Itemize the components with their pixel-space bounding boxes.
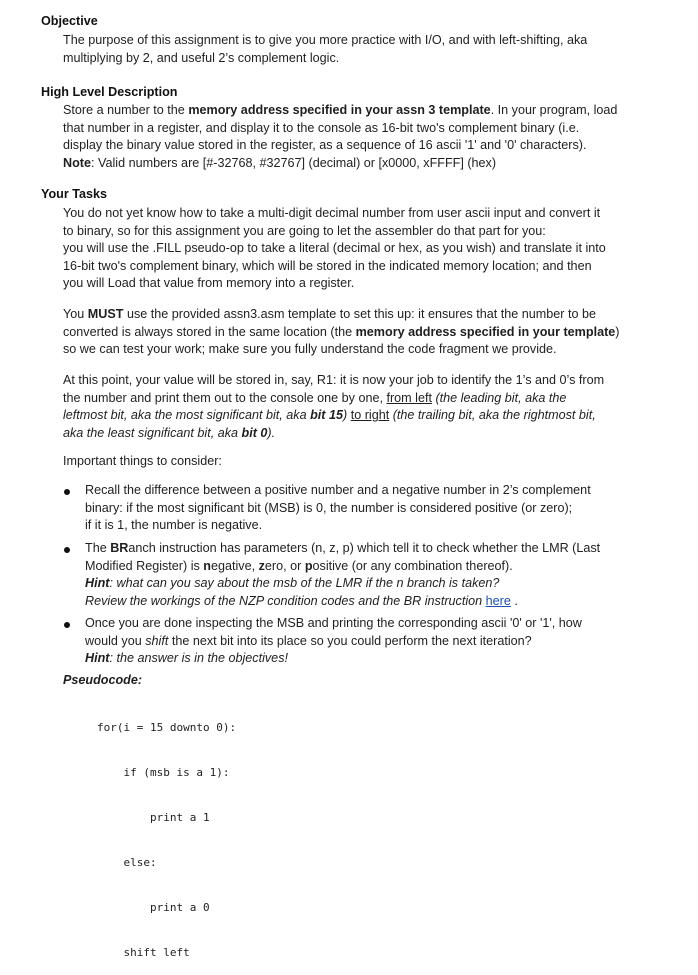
tasks-line: aka the least significant bit, aka bit 0). [63,425,276,440]
tasks-heading: Your Tasks [41,187,108,201]
tasks-line: the number and print them out to the console one by one, from left (the leading bit, aka the [63,390,567,405]
bullet-item-msb [85,482,665,535]
code-line: shift left [97,946,190,959]
tasks-line: 16-bit two's complement binary, which will be stored in the indicated memory location; and then [63,258,592,273]
template-address-emphasis: memory address specified in your template [355,324,616,339]
tasks-paragraph-3 [63,372,663,442]
code-line: else: [97,856,157,869]
tasks-line: to binary, so for this assignment you are going to let the assembler do that part for you: [63,223,546,238]
tasks-line: converted is always stored in the same location (the memory address specified in your template) [63,324,620,339]
bullet-line: would you shift the next bit into its place so you could perform the next iteration? [85,633,532,648]
bullet-line: if it is 1, the number is negative. [85,518,263,532]
bullet-line: The BRanch instruction has parameters (n, z, p) which tell it to check whether the LMR (Last [85,541,601,555]
tasks-paragraph-1 [63,205,663,293]
bullet-line: Review the workings of the NZP condition codes and the BR instruction here . [85,593,518,608]
tasks-line: so we can test your work; make sure you fully understand the code fragment we provide. [63,342,557,356]
tasks-line: you will Load that value from memory into a register. [63,276,355,290]
hint-label: Hint [85,576,110,590]
must-emphasis: MUST [87,307,124,321]
bullet-item-shift [85,615,665,668]
code-line: if (msb is a 1): [97,766,230,779]
tasks-line: you will use the .FILL pseudo-op to take a literal (decimal or hex, as you wish) and translate it into [63,241,606,255]
to-right-emphasis: to right [350,408,390,422]
hld-line: Store a number to the memory address specified in your assn 3 template. In your program, load [63,103,618,117]
bullet-line: Once you are done inspecting the MSB and printing the corresponding ascii '0' or '1', how [85,616,582,630]
pseudocode-block [97,690,236,975]
pseudocode-heading: Pseudocode: [63,673,143,687]
code-line: print a 1 [97,811,210,824]
hld-line: that number in a register, and display it to the console as 16-bit two's complement binary (i.e. [63,120,580,135]
note-label: Note [63,155,91,170]
objective-heading: Objective [41,14,98,28]
bullet-dot [64,622,70,628]
objective-line: The purpose of this assignment is to give you more practice with I/O, and with left-shifting, aka [63,33,588,47]
bullet-item-branch [85,540,665,610]
bullet-hint-line: Hint: what can you say about the msb of the LMR if the n branch is taken? [85,576,500,590]
objective-line: multiplying by 2, and useful 2’s complement logic. [63,50,340,65]
bit15-emphasis: bit 15 [310,408,343,422]
bullet-line: Recall the difference between a positive number and a negative number in 2’s complement [85,483,591,497]
hint-label: Hint [85,651,110,665]
code-line: for(i = 15 downto 0): [97,721,237,734]
bit0-emphasis: bit 0 [241,425,268,440]
hld-note-line: Note: Valid numbers are [#-32768, #32767] (decimal) or [x0000, xFFFF] (hex) [63,155,497,170]
hld-line: display the binary value stored in the register, as a sequence of 16 ascii '1' and '0' characters). [63,138,587,152]
tasks-paragraph-2 [63,306,663,359]
tasks-line: At this point, your value will be stored in, say, R1: it is now your job to identify the 1’s and 0’s from [63,373,605,387]
objective-paragraph [63,32,663,67]
bullet-dot [64,489,70,495]
tasks-line: leftmost bit, aka the most significant bit, aka bit 15) to right (the trailing bit, aka the rightmost bit, [63,408,596,422]
hld-heading: High Level Description [41,85,178,99]
hld-paragraph [63,102,663,172]
bullet-hint-line: Hint: the answer is in the objectives! [85,651,288,665]
tasks-line: You do not yet know how to take a multi-digit decimal number from user ascii input and convert it [63,206,601,220]
important-things-label: Important things to consider: [63,454,222,468]
from-left-emphasis: from left [386,390,432,405]
tasks-line: You MUST use the provided assn3.asm template to set this up: it ensures that the number to be [63,307,596,321]
here-link[interactable]: here [485,593,511,608]
memory-address-emphasis: memory address specified in your assn 3 template [188,103,491,117]
shift-emphasis: shift [145,633,169,648]
bullet-line: binary: if the most significant bit (MSB) is 0, the number is considered positive (or zero); [85,500,573,515]
bullet-line: Modified Register) is negative, zero, or positive (or any combination thereof). [85,558,513,573]
bullet-dot [64,547,70,553]
code-line: print a 0 [97,901,210,914]
